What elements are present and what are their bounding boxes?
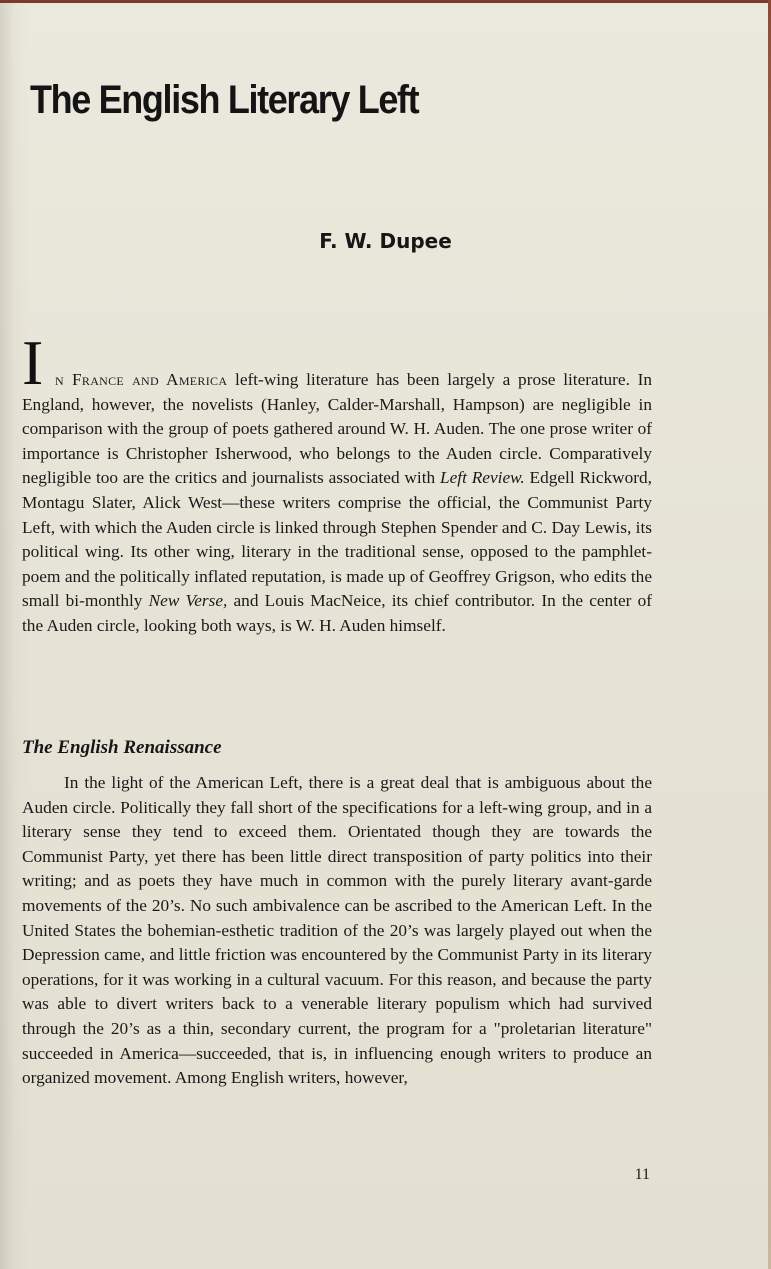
journal-title-new-verse: New Verse, xyxy=(148,591,228,611)
section-paragraph: In the light of the American Left, there is a great deal that is ambiguous about the Auden circle. Politically they fall short of the specifications for a left-wing group, and in a literary sense they tend to exceed them. Orientated though they are towards the Communist Party, yet there has been little direct transposition of party politics into their writing; and as poets they have much in common with the purely literary avant-garde movements of the 20’s. No such ambivalence can be ascribed to the American Left. In the United States the bohemian-esthetic tradition of the 20’s was largely played out when the Depression came, and little friction was encountered by the Communist Party in its literary operations, for it was working in a cultural vacuum. For this reason, and because the party was able to divert writers back to a venerable literary populism which had survived through the 20’s as a thin, secondary current, the program for a "proletarian literature" succeeded in America—succeeded, that is, in influencing enough writers to produce an organized movement. Among English writers, however, xyxy=(22,773,652,1088)
intro-lead-smallcaps: n France and America xyxy=(55,370,228,389)
intro-text-part-3: and Louis MacNeice, its chief contributor. In the center of the Auden circle, looking both ways, is W. H. Auden himself. xyxy=(22,591,653,635)
intro-text-part-2: Edgell Rickword, Montagu Slater, Alick West—these writers comprise the official, the Communist Party Left, with which the Auden circle is linked through Stephen Spender and C. Day Lewis, its political wing. Its other wing, literary in the traditional sense, opposed to the pamphlet-poem and the politically inflated reputation, is made up of Geoffrey Grigson, who edits the small bi-monthly xyxy=(22,468,652,611)
intro-paragraph xyxy=(22,368,652,639)
page-top-edge xyxy=(0,0,771,3)
article-author: F. W. Dupee xyxy=(319,229,452,253)
intro-text-part-1: left-wing literature has been largely a prose literature. In England, however, the novelists (Hanley, Calder-Marshall, Hampson) are negligible in comparison with the group of poets gathered around W. H. Auden. The one prose writer of importance is Christopher Isherwood, who belongs to the Auden circle. Comparatively negligible too are the critics and journalists associated with xyxy=(22,370,653,488)
article-title: The English Literary Left xyxy=(30,78,419,122)
drop-cap: I xyxy=(22,327,44,398)
page-number: 11 xyxy=(634,1166,650,1183)
section-heading: The English Renaissance xyxy=(22,737,222,758)
journal-title-left-review: Left Review. xyxy=(440,468,525,488)
